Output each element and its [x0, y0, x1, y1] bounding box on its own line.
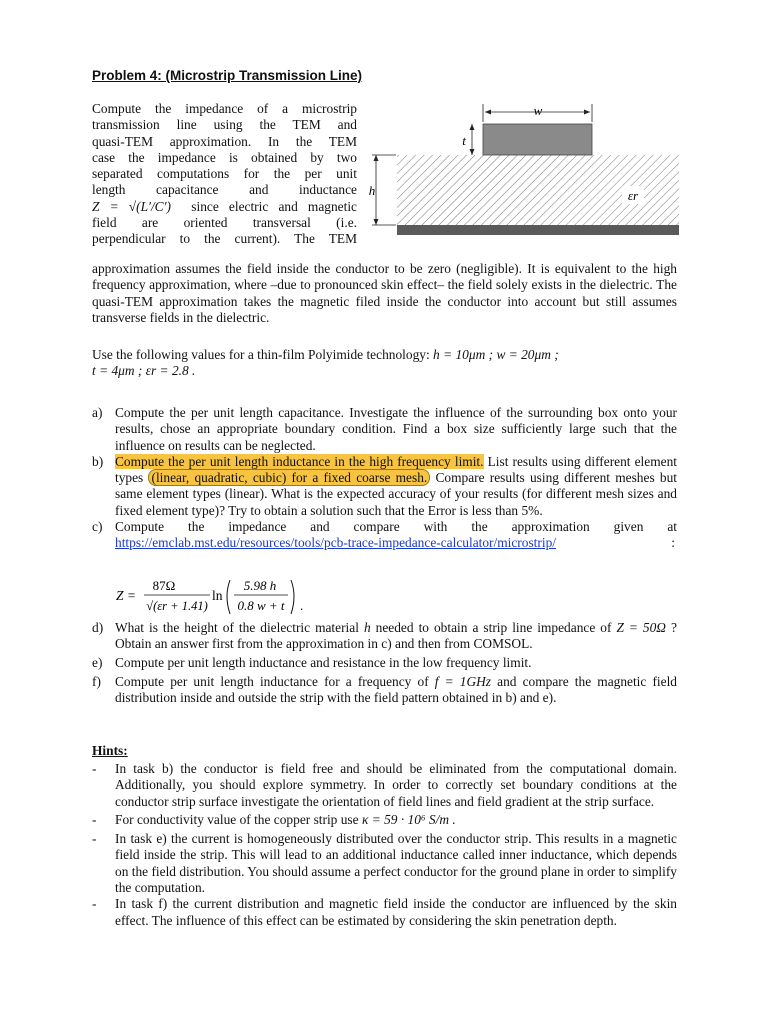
values-text: Use the following values for a thin-film Polyimide technology:: [92, 347, 430, 362]
microstrip-diagram: [360, 100, 680, 240]
svg-text:Z =: Z =: [116, 588, 136, 603]
er-label: εr: [627, 188, 639, 203]
intro-line-formula: Z = √(L′/C′) since electric and magnetic: [92, 198, 357, 214]
hint-item: - In task b) the conductor is field free and should be eliminated from the computational domain. Additionally, you should explore symmetry. In order to correctly set boundary conditions at the conductor strip surface investigate the orientation of field lines and field gradient at the strip surface.: [92, 761, 677, 809]
svg-text:87Ω: 87Ω: [152, 578, 176, 593]
parameter-values: [92, 347, 677, 380]
task-f: f) Compute per unit length inductance for a frequency of f = 1GHz and compare the magnetic field distribution inside and outside the strip with the field pattern obtained in b) and e).: [92, 673, 678, 706]
ground-plane: [397, 225, 679, 235]
svg-text:5.98 h: 5.98 h: [243, 578, 277, 593]
task-c: c) Compute the impedance and compare with the approximation given at https://emclab.mst.edu/resources/tools/pcb-trace-impedance-calculator/microstrip/ :: [92, 519, 677, 551]
intro-line: quasi-TEM approximation. In the TEM: [92, 133, 357, 149]
conductivity-value: κ = 59 · 10⁶ S/m .: [361, 811, 456, 827]
task-list-continued: [92, 620, 677, 706]
task-a: a) Compute the per unit length capacitance. Investigate the influence of the surrounding box onto your results, chose an appropriate boundary condition. Find a box size sufficiently large such that the influence on results can be neglected.: [92, 405, 677, 453]
intro-line: length capacitance and inductance: [92, 182, 357, 198]
intro-line: case the impedance is obtained by two: [92, 149, 357, 165]
hint-item: - In task f) the current distribution and magnetic field inside the conductor are influenced by the skin effect. The influence of this effect can be estimated by considering the skin penetration depth.: [92, 896, 677, 928]
value-w: w = 20μm ;: [496, 347, 559, 362]
hint-item: - In task e) the current is homogeneously distributed over the conductor strip. This results in a magnetic field inside the strip. This will lead to an additional inductance called inner inductance, which depends on the field distribution. You should assume a perfect conductor for the ground plane in order to simplify the computation.: [92, 831, 677, 896]
task-d: d) What is the height of the dielectric material h needed to obtain a strip line impedance of Z = 50Ω ? Obtain an answer first from the approximation in c) and then from COMSOL.: [92, 620, 677, 652]
svg-text:.: .: [300, 598, 304, 613]
svg-text:0.8 w + t: 0.8 w + t: [237, 598, 285, 613]
svg-text:√(εr + 1.41): √(εr + 1.41): [146, 599, 208, 613]
task-b: b) Compute the per unit length inductance in the high frequency limit. List results using different element types (linear, quadratic, cubic) for a fixed coarse mesh. Compare results using different meshes but same element types (linear). What is the expected accuracy of your results (for different mesh sizes and fixed element type)? Try to obtain a solution such that the Error is less than 5%.: [92, 453, 677, 518]
value-h: h = 10μm ;: [433, 347, 494, 362]
h-label: h: [368, 183, 376, 198]
hints-list: [92, 761, 677, 929]
svg-text:ln: ln: [212, 588, 223, 603]
intro-paragraph-full: approximation assumes the field inside the conductor to be zero (negligible). It is equivalent to the high frequency approximation, where –due to pronounced skin effect– the field solely exists in the dielectric. The quasi-TEM approximation takes the magnetic filed inside the conductor into account but still assumes transverse fields in the dielectric.: [92, 261, 677, 325]
highlight-hf-inductance: Compute the per unit length inductance in the high frequency limit.: [115, 453, 484, 469]
problem-title: Problem 4: (Microstrip Transmission Line): [92, 68, 363, 83]
value-er: εr = 2.8 .: [145, 363, 196, 379]
intro-line: transmission line using the TEM and: [92, 117, 357, 133]
impedance-calculator-link[interactable]: https://emclab.mst.edu/resources/tools/pcb-trace-impedance-calculator/microstrip/: [115, 535, 556, 551]
task-e: e) Compute per unit length inductance and resistance in the low frequency limit.: [92, 654, 532, 670]
intro-line: separated computations for the per unit: [92, 166, 357, 182]
highlight-element-types: (linear, quadratic, cubic) for a fixed coarse mesh.: [148, 469, 430, 486]
hints-title: Hints:: [92, 743, 128, 758]
w-label: w: [533, 103, 543, 118]
intro-line: Compute the impedance of a microstrip: [92, 101, 357, 116]
conductor-strip: [483, 124, 592, 155]
impedance-formula: Z = √(L′/C′): [92, 198, 171, 214]
hint-item: - For conductivity value of the copper strip use κ = 59 · 10⁶ S/m .: [92, 811, 456, 827]
intro-line: perpendicular to the current). The TEM: [92, 231, 357, 247]
t-label: t: [462, 133, 466, 148]
intro-line: field are oriented transversal (i.e.: [92, 215, 357, 231]
impedance-approximation-formula: [116, 576, 316, 618]
value-t: t = 4μm ;: [92, 363, 143, 379]
intro-paragraph-wrapped: [92, 101, 357, 248]
task-list: [92, 405, 677, 552]
